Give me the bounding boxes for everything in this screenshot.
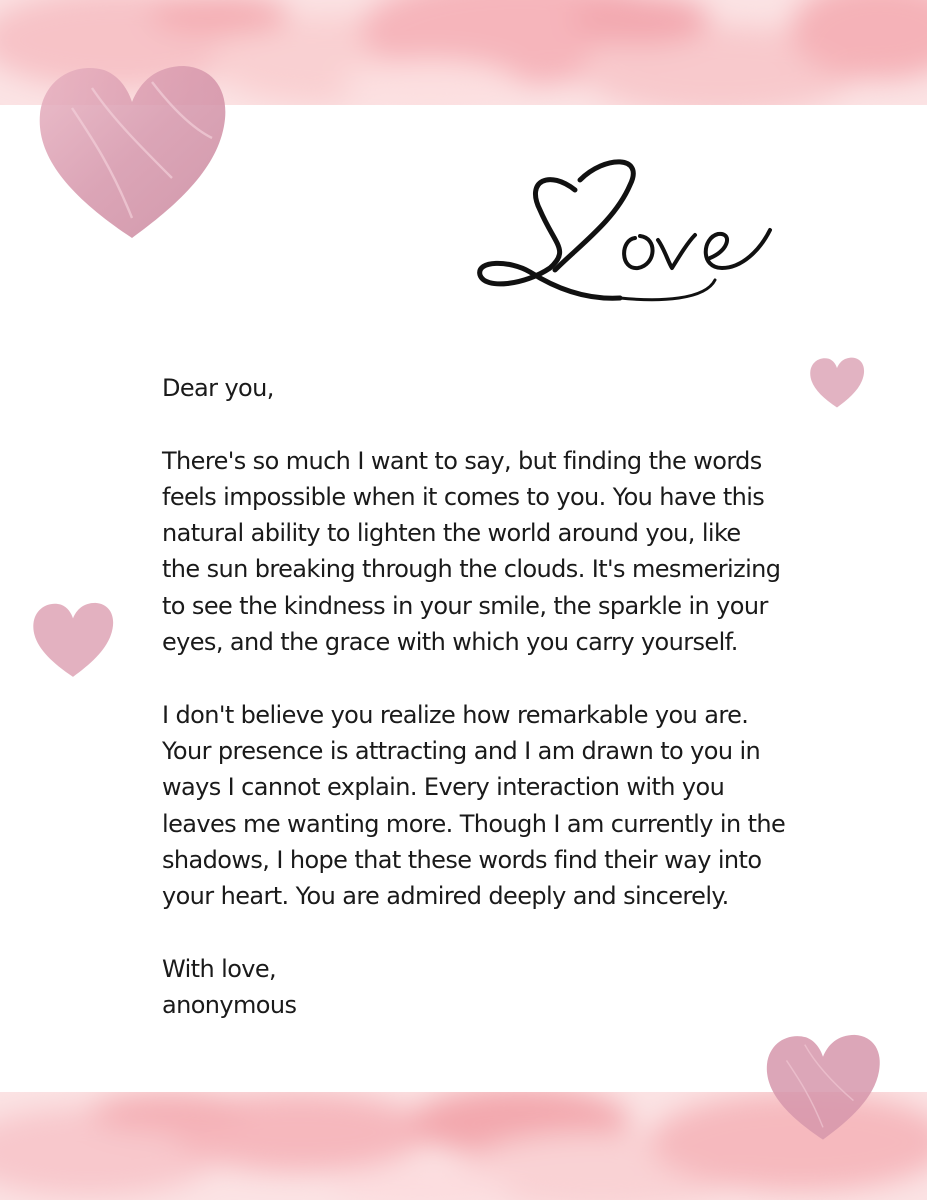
paragraph-line: Your presence is attracting and I am drawn to you in bbox=[162, 736, 761, 765]
signature: anonymous bbox=[162, 991, 297, 1020]
paragraph-spacer bbox=[162, 660, 792, 696]
heart-icon bbox=[30, 598, 116, 680]
paragraph-line: shadows, I hope that these words find their way into bbox=[162, 845, 762, 874]
greeting: Dear you, bbox=[162, 374, 274, 402]
paragraph-line: natural ability to lighten the world around you, like bbox=[162, 519, 741, 548]
heart-icon bbox=[32, 58, 232, 242]
heart-icon bbox=[762, 1030, 884, 1142]
paragraph-line: feels impossible when it comes to you. You have this bbox=[162, 482, 765, 511]
paragraph-line: ways I cannot explain. Every interaction with you bbox=[162, 773, 725, 802]
paragraph-line: leaves me wanting more. Though I am currently in the bbox=[162, 809, 786, 838]
paragraph-line: I don't believe you realize how remarkable you are. bbox=[162, 700, 749, 729]
paragraph-line: your heart. You are admired deeply and sincerely. bbox=[162, 882, 729, 911]
paragraph-spacer bbox=[162, 914, 792, 950]
closing: With love, bbox=[162, 954, 277, 983]
love-calligraphy-logo bbox=[470, 150, 800, 330]
paragraph-spacer bbox=[162, 406, 792, 442]
paragraph-line: eyes, and the grace with which you carry yourself. bbox=[162, 628, 738, 657]
paragraph-line: There's so much I want to say, but finding the words bbox=[162, 446, 762, 475]
paragraph-line: the sun breaking through the clouds. It's mesmerizing bbox=[162, 555, 781, 584]
paragraph-line: to see the kindness in your smile, the sparkle in your bbox=[162, 591, 768, 620]
heart-icon bbox=[808, 355, 866, 409]
letter-body bbox=[162, 370, 792, 1023]
